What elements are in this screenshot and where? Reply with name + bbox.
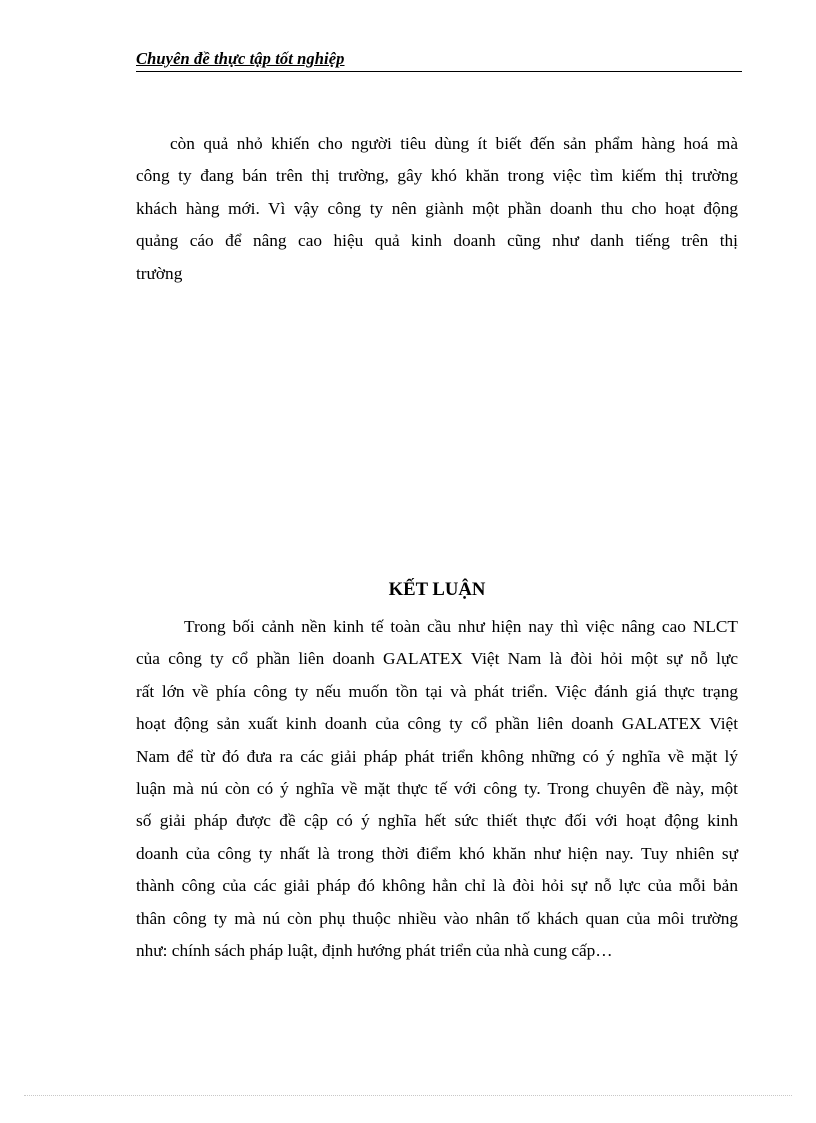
page-header xyxy=(136,49,742,72)
text-line: doanh của công ty nhất là trong thời điểm khó khăn như hiện nay. Tuy nhiên sự xyxy=(136,843,738,863)
text-line: trường xyxy=(136,263,183,283)
text-line: thân công ty mà nú còn phụ thuộc nhiều vào nhân tố khách quan của môi trường xyxy=(136,908,738,928)
text-line: công ty đang bán trên thị trường, gây khó khăn trong việc tìm kiếm thị trường xyxy=(136,166,738,186)
header-title: Chuyên đề thực tập tốt nghiệp xyxy=(136,49,345,68)
text-line: số giải pháp được đề cập có ý nghĩa hết sức thiết thực đối với hoạt động kinh xyxy=(136,811,738,831)
text-line: của công ty cổ phần liên doanh GALATEX Việt Nam là đòi hỏi một sự nỗ lực xyxy=(136,649,738,669)
text-line: rất lớn về phía công ty nếu muốn tồn tại và phát triển. Việc đánh giá thực trạng xyxy=(136,681,738,701)
text-line: thành công của các giải pháp đó không hẳn chỉ là đòi hỏi sự nỗ lực của mỗi bản xyxy=(136,876,738,896)
continuation-paragraph xyxy=(136,128,738,290)
text-line: luận mà nú còn có ý nghĩa về mặt thực tế với công ty. Trong chuyên đề này, một xyxy=(136,779,738,799)
text-line: như: chính sách pháp luật, định hướng phát triển của nhà cung cấp… xyxy=(136,941,613,961)
text-line: Nam để từ đó đưa ra các giải pháp phát triển không những có ý nghĩa về mặt lý xyxy=(136,746,738,766)
text-line: còn quả nhỏ khiến cho người tiêu dùng ít biết đến sản phẩm hàng hoá mà xyxy=(170,134,738,153)
text-line: quảng cáo để nâng cao hiệu quả kinh doanh cũng như danh tiếng trên thị xyxy=(136,231,738,251)
conclusion-heading: KẾT LUẬN xyxy=(388,579,486,600)
text-line: Trong bối cảnh nền kinh tế toàn cầu như hiện nay thì việc nâng cao NLCT xyxy=(184,617,738,636)
page-bottom-rule xyxy=(24,1095,792,1096)
text-line: hoạt động sản xuất kinh doanh của công ty cổ phần liên doanh GALATEX Việt xyxy=(136,714,738,734)
conclusion-paragraph xyxy=(136,611,738,967)
text-line: khách hàng mới. Vì vậy công ty nên giành một phần doanh thu cho hoạt động xyxy=(136,198,738,218)
